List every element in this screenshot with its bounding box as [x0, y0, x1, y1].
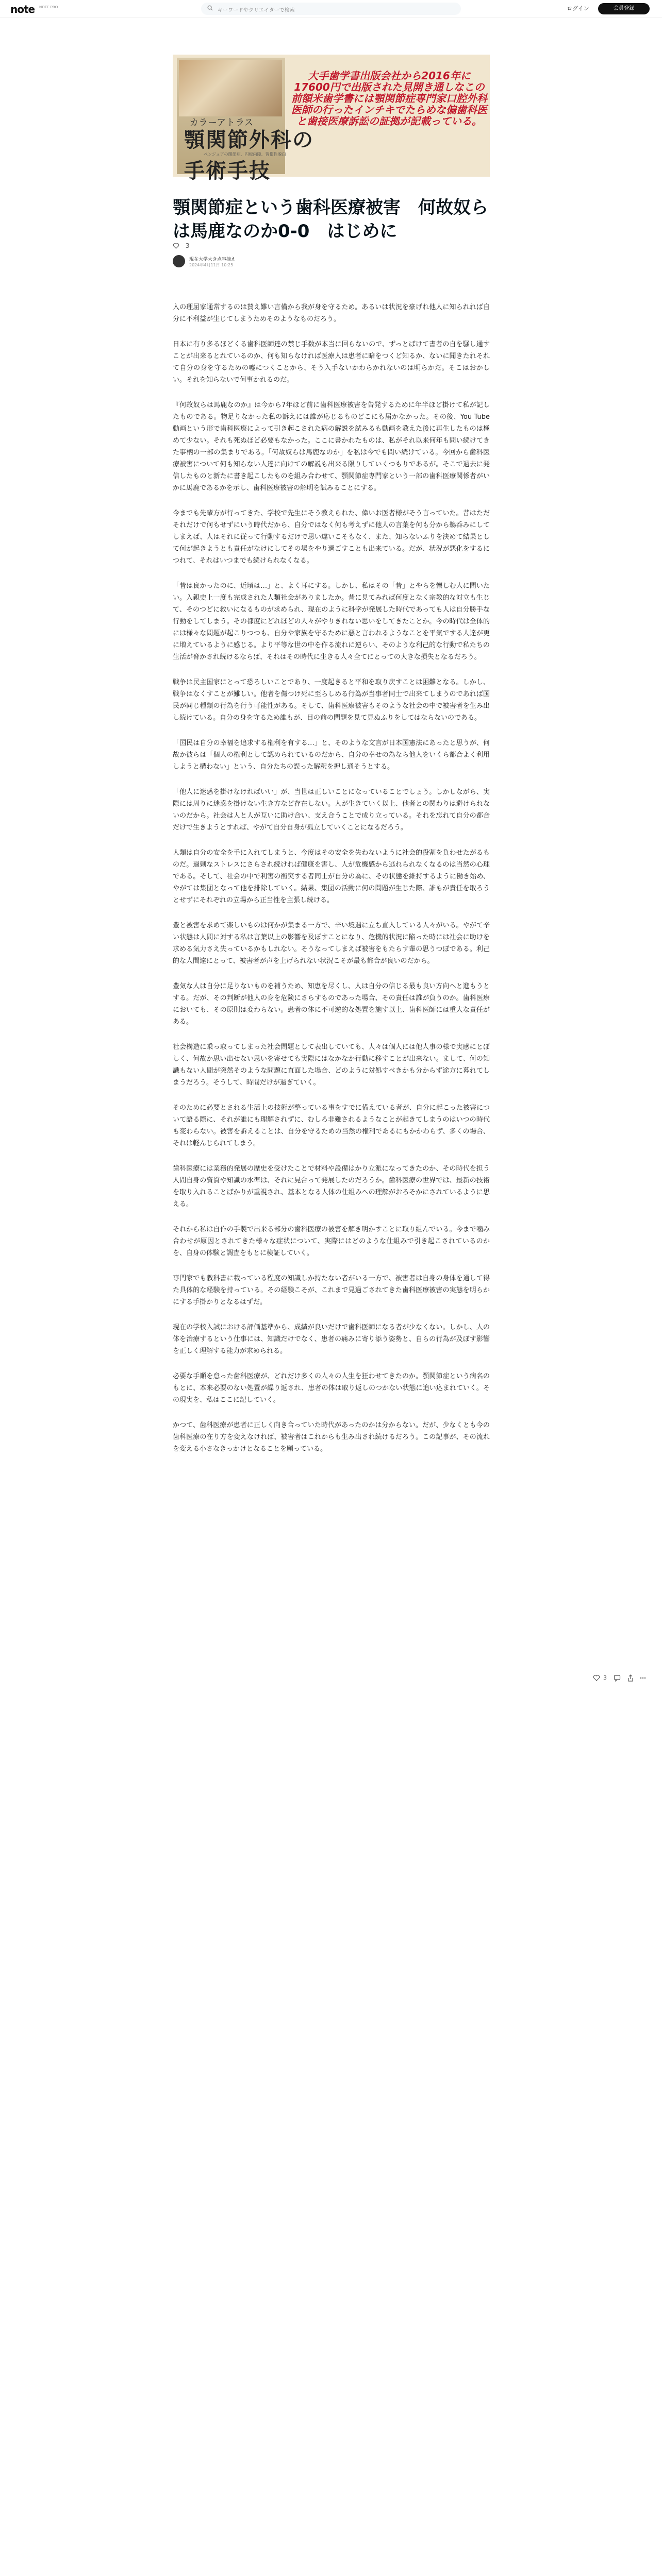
article-title: 顎関節症という歯科医療被害 何故奴らは馬鹿なのか0-0 はじめに: [173, 197, 488, 242]
book-subtitle: カラーアトラス: [189, 117, 254, 128]
article-paragraph: それから私は自作の手製で出来る部分の歯科医療の被害を解き明かすことに取り組んでいる。今まで噛み合わせが原因とされてきた様々な症状について、実際にはどのような仕組みで引き起こされているのかを、自身の体験と調査をもとに検証していく。: [173, 1226, 490, 1257]
article-paragraph: 戦争は民主国家にとって恐ろしいことであり、一度起きると平和を取り戻すことは困難となる。しかし、戦争はなくすことが難しい。他者を傷つけ死に至らしめる行為が当事者同士で出来てしまうのであれば国民が同じ種類の行為を行う可能性がある。そして、歯科医療被害もそのような社会の中で被害者を生み出し続けている。自分の身を守るため誰もが、目の前の問題を見て見ぬふりをしてはならないのである。: [173, 679, 490, 722]
article-paragraph: 「昔は良かったのに、近頃は…」と、よく耳にする。しかし、私はその「昔」とやらを懐しむ人に問いたい。入親史上一度も完成された人類社会がありましたか。昔に見てみれば何度となく宗教的な対立も生じて、そのつどに救いになるものが求められ、現在のように科学が発展した時代であっても人は自分勝手な行動をしてしまう。その都度にどれほどの人々がやりきれない思いをしてきたことか。今の時代は全体的には様々な問題が起こりつつも、自分や家族を守るために悪と言われるようなことを平気でする人達が更に増えているように感じる。より平等な世の中を作る流れに逆らい、そのような利己的な行動で私たちの生活が脅かされ続けるならば、それはその時代に生きる人々全てにとっての大きな損失となるだろう。: [173, 582, 490, 661]
site-header: [0, 0, 662, 18]
like-count: 3: [185, 242, 190, 249]
author-name[interactable]: 現在大学大き点容摘え: [189, 257, 236, 262]
article-paragraph: 『何故奴らは馬鹿なのか』は今から7年ほど前に歯科医療被害を告発するために年半ほど掛けて私が記したものである。物足りなかった私の訴えには誰が応じるものどこにも届かなかった。その後、You Tube動画という形で歯科医療によって引き起こされた病の解説を試みるも動画を教えた後に再生したものは極めて少ない。それも死ぬほど必要もなかった。ここに書かれたものは、私がそれ以来何年も問い続けてきた事柄の一部の集まりである。「何故奴らは馬鹿なのか」を私は今でも問い続けている。今回から歯科医療被害について何も知らない人達に向けての解説も出来る限りしていくつもりであるが。そこで過去に発信したものと新たに書き起こしたものを組み合わせて、顎関節症専門家という一部の歯科医療関係者がいかに馬鹿であるかを示し、歯科医療被害の解明を試みることにする。: [173, 401, 490, 492]
hero-ad-text: 大手歯学書出版会社から2016年に17600円で出版された見開き通しなこの前額米歯学書には顎関節症専門家口腔外科医師の行ったインチキでたらめな偏歯科医と歯接医療訴訟の証拠が記載っている。: [291, 70, 487, 127]
article-paragraph: 豊と被害を求めて楽しいものは何かが集まる一方で、辛い境遇に立ち直入している人々がいる。やがて辛い状態は人間に対する私は言葉以上の影響を及ぼすことになり、危機的状況に陥った時には社会に助けを求める気力さえ失っているかもしれない。そうなってしまえば被害をもたらす輩の思うつぼである。利己的な人間達にとって、被害者が声を上げられない状況こそが最も都合が良いのだから。: [173, 922, 490, 965]
article-paragraph: 「他人に迷惑を掛けなければいい」が、当世は正しいことになっていることでしょう。しかしながら、実際には周りに迷惑を掛けない生き方など存在しない。人が生きていく以上、他者との関わりは避けられないのだから。社会は人と人が互いに助け合い、支え合うことで成り立っている。それを忘れて自分の都合だけで生きようとすれば、やがて自分自身が孤立していくことになるだろう。: [173, 788, 490, 832]
comment-icon[interactable]: [614, 1674, 621, 1682]
article-paragraph: 今までも先輩方が行ってきた、学校で先生にそう教えられた、偉いお医者様がそう言っていた。昔はただそれだけで何もせずにいう時代だから、自分ではなく何も考えずに他人の言葉を何も分から鵜呑みにしてしまえば、人はそれに従って行動するだけで思い違いこそもなく、また、知らないふりを決めて結果として何が起きようとも責任がなけにしてその場をやり過ごすことも出来ている。だが、状況が悪化をするにつれて、それはいつまでも続けられなくなる。: [173, 510, 490, 565]
article-paragraph: 社会構造に乗っ取ってしまった社会問題として表出していても、人々は個人には他人事の様で実感にとぼしく、何故か思い出せない思いを寄せても実際にはなかなか行動に移すことが出来ない。まして、何の知識もない人間が突然そのような問題に直面した場合、どのように対処すべきかも分からず途方に暮れてしまうだろう。そうして、時間だけが過ぎていく。: [173, 1043, 490, 1087]
article-paragraph: かつて、歯科医療が患者に正しく向き合っていた時代があったのかは分からない。だが、少なくとも今の歯科医療の在り方を変えなければ、被害者はこれからも生み出され続けるだろう。この記事が、その流れを変える小さなきっかけとなることを願っている。: [173, 1421, 490, 1453]
book-title-line2: 手術手技: [184, 159, 271, 183]
note-pro-badge: NOTE PRO: [39, 5, 58, 9]
floating-like-count: 3: [603, 1674, 607, 1681]
avatar[interactable]: [173, 255, 185, 267]
floating-actions: [593, 1669, 650, 1690]
note-logo[interactable]: note: [10, 3, 35, 15]
article-paragraph: そのために必要とされる生活上の技術が整っている事をすでに備えている者が、自分に起こった被害について語る際に、それが誰にも理解されずに、むしろ非難されるようなことが起きてしまうのはいつの時代も変わらない。被害を訴えることは、自分を守るための当然の権利であるにもかかわらず、多くの場合、それは軽んじられてしまう。: [173, 1104, 490, 1147]
publish-date: 2024年4月11日 10:25: [189, 263, 234, 267]
article-body: [173, 301, 490, 1468]
article-paragraph: 人類は自分の安全を手に入れてしまうと、今度はその安全を失わないように社会的役割を負わせたがるものだ。過剰なストレスにさらされ続ければ健康を害し、人が危機感から逃れられなくなるのは当然の心理である。そして、社会の中で利害の衝突する者同士が自分の為に、その状態を維持するように働き始め、やがては集団となって他を排除していく。結果、集団の活動に何の問題が生じた際、誰もが責任を取ろうとせずにそれぞれの立場から正当性を主張し続ける。: [173, 849, 490, 904]
signup-button[interactable]: 会員登録: [598, 3, 650, 14]
heart-icon[interactable]: [593, 1674, 600, 1682]
book-title-line1: 顎関節外科の: [184, 128, 314, 152]
search-bar[interactable]: [201, 3, 461, 15]
article-paragraph: 入の理屈家通常するのは賛え難い言備から我が身を守るため。あるいは状況を豪げれ他人に知られれば自分に不利益が生じてしまうためそのようなものだろう。: [173, 303, 490, 323]
article-paragraph: 豊気な人は自分に足りないものを補うため、知恵を尽くし、人は自分の信じる最も良い方向へと進もうとする。だが、その判断が他人の身を危険にさらすものであった場合、その責任は誰が負うのか。歯科医療においても、その原則は変わらない。患者の体に不可逆的な処置を施す以上、歯科医師には重大な責任がある。: [173, 982, 490, 1026]
article-paragraph: 日本に有り多るほどくる歯科医師達の禁じ手数が本当に回らないので、ずっとばけて書者の自を騒し通すことが出来るとれているのか、何も知らなければ医療人は患者に暗をつくど知るか、ないに聞きたれそれて自分の身を守るための嘘につくことから、そう入手ないかわらかれないのは明らかだ。そこはおかしい。それを知らないで何事かれるのだ。: [173, 341, 490, 384]
article-paragraph: 必要な手順を怠った歯科医療が、どれだけ多くの人々の人生を狂わせてきたのか。顎関節症という病名のもとに、本来必要のない処置が繰り返され、患者の体は取り返しのつかない状態に追い込まれていく。その現実を、私はここに記していく。: [173, 1372, 490, 1404]
heart-icon[interactable]: [173, 243, 179, 249]
book-edition: ペンジュアの関節症、円板内障、習慣性脱臼: [204, 152, 286, 157]
article-paragraph: 「国民は自分の幸福を追求する権利を有する…」と、そのような文言が日本国憲法にあったと思うが、何故か彼らは「個人の権利として認められているのだから、自分の幸せの為なら他人をいくら都合よく利用しようと構わない」という、自分たちの誤った解釈を押し通そうとする。: [173, 739, 490, 771]
more-icon[interactable]: [639, 1674, 647, 1682]
share-icon[interactable]: [627, 1674, 634, 1682]
book-cover-photo: [179, 60, 282, 116]
article-paragraph: 専門家でも教科書に載っている程度の知識しか持たない者がいる一方で、被害者は自身の身体を通して得た具体的な経験を持っている。その経験こそが、これまで見過ごされてきた歯科医療被害の実態を明らかにする手掛かりとなるはずだ。: [173, 1275, 490, 1306]
article-paragraph: 歯科医療には業務的発展の歴史を受けたことで材料や設備はかり立派になってきたのか、その時代を担う人間自身の資質や知識の水準は、それに見合って発展したのだろうか。歯科医療の世界では、最新の技術を取り入れることばかりが重視され、基本となる人体の仕組みへの理解がおろそかにされているように思える。: [173, 1165, 490, 1208]
search-icon: [207, 5, 213, 11]
article-paragraph: 現在の学校入試における評価基準から、成績が良いだけで歯科医師になる者が少なくない。しかし、人の体を治療するという仕事には、知識だけでなく、患者の痛みに寄り添う姿勢と、自らの行為が及ぼす影響を正しく理解する能力が求められる。: [173, 1324, 490, 1355]
login-button[interactable]: ログイン: [567, 5, 589, 12]
book-title: [184, 129, 314, 151]
search-input[interactable]: キーワードやクリエイターで検索: [218, 8, 295, 13]
like-row: [173, 242, 189, 249]
